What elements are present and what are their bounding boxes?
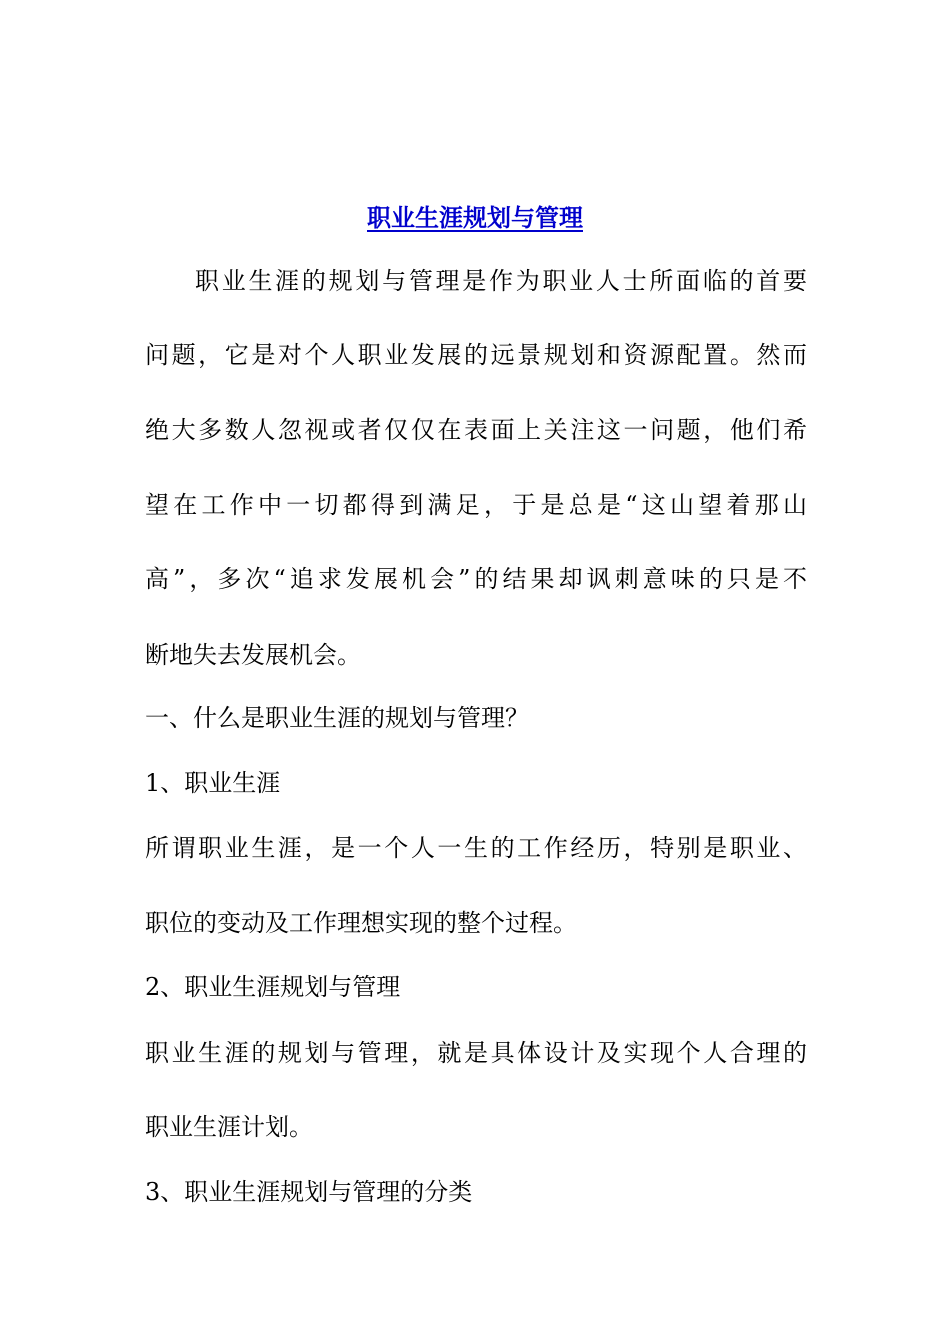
- sub3-heading: 3、职业生涯规划与管理的分类: [145, 1178, 473, 1206]
- sub1-line-2: 职位的变动及工作理想实现的整个过程。: [145, 909, 577, 937]
- intro-line-5: 高”，多次“追求发展机会”的结果却讽刺意味的只是不: [145, 565, 807, 593]
- section1-heading: 一、什么是职业生涯的规划与管理？: [145, 704, 529, 732]
- sub2-heading: 2、职业生涯规划与管理: [145, 973, 401, 1001]
- intro-line-4: 望在工作中一切都得到满足，于是总是“这山望着那山: [145, 491, 807, 519]
- intro-line-2: 问题，它是对个人职业发展的远景规划和资源配置。然而: [145, 341, 807, 369]
- intro-line-6: 断地失去发展机会。: [145, 641, 361, 669]
- sub1-line-1: 所谓职业生涯，是一个人一生的工作经历，特别是职业、: [145, 834, 807, 862]
- sub2-line-1: 职业生涯的规划与管理，就是具体设计及实现个人合理的: [145, 1039, 807, 1067]
- intro-line-1: 职业生涯的规划与管理是作为职业人士所面临的首要: [195, 267, 807, 295]
- intro-line-3: 绝大多数人忽视或者仅仅在表面上关注这一问题，他们希: [145, 416, 807, 444]
- sub2-line-2: 职业生涯计划。: [145, 1113, 313, 1141]
- document-title[interactable]: 职业生涯规划与管理: [367, 203, 583, 232]
- sub1-heading: 1、职业生涯: [145, 769, 281, 797]
